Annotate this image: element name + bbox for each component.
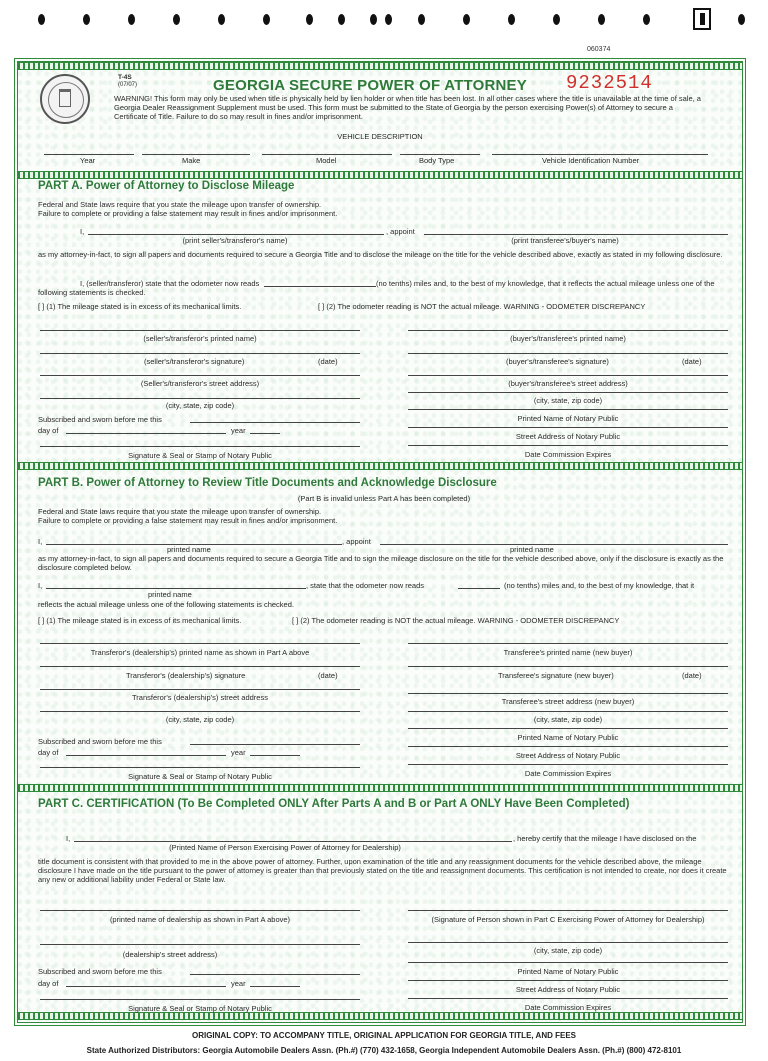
part-c-day-of: day of xyxy=(38,979,59,988)
part-c-notary-addr-field[interactable] xyxy=(408,980,728,981)
punch-hole xyxy=(263,14,270,25)
security-band xyxy=(18,784,742,792)
part-b-transferee-city-field[interactable] xyxy=(408,711,728,712)
part-b-transferor-city-field[interactable] xyxy=(40,711,360,712)
part-c-dealer-name-caption: (printed name of dealership as shown in Part A above) xyxy=(109,915,291,924)
seller-name-field[interactable] xyxy=(88,234,384,235)
part-c-commission-caption: Date Commission Expires xyxy=(524,1003,612,1012)
part-b-year-field[interactable] xyxy=(250,755,300,756)
buyer-date-caption: (date) xyxy=(682,357,702,366)
part-c-year-label: year xyxy=(231,979,246,988)
buyer-printed-name-field[interactable] xyxy=(408,330,728,331)
part-b-printed-name-field[interactable] xyxy=(46,588,306,589)
warning-text: WARNING! This form may only be used when title is physically held by lien holder or when title has been lost. In all other cases where the title is unavailable at the time of sale, a Georgia Dealer Reassignment Supplement must be used. This form must be submitted to the State of Georgia by the person exercising Power(s) of Attorney to secure a Certificate of Title. Failure to do so may result in fines and/or imprisonment. xyxy=(114,94,701,121)
part-b-transferor-city-caption: (city, state, zip code) xyxy=(165,715,235,724)
part-b-notary-addr-caption: Street Address of Notary Public xyxy=(515,751,621,760)
form-date: (07/07) xyxy=(118,82,138,88)
part-b-intro-1: Federal and State laws require that you state the mileage upon transfer of ownership. xyxy=(38,507,322,516)
footer-original-copy: ORIGINAL COPY: TO ACCOMPANY TITLE, ORIGINAL APPLICATION FOR GEORGIA TITLE, AND FEES xyxy=(191,1031,576,1040)
punch-hole xyxy=(643,14,650,25)
part-b-notary-signature-caption: Signature & Seal or Stamp of Notary Public xyxy=(128,772,272,781)
punch-hole xyxy=(306,14,313,25)
part-b-transferee-address-caption: Transferee's street address (new buyer) xyxy=(501,697,635,706)
year-label: Year xyxy=(80,156,96,165)
part-c-notary-name-caption: Printed Name of Notary Public xyxy=(517,967,619,976)
part-b-intro-2: Failure to complete or providing a false statement may result in fines and/or imprisonment. xyxy=(38,516,338,525)
buyer-signature-caption: (buyer's/transferee's signature) xyxy=(506,357,609,366)
part-a-year-field[interactable] xyxy=(250,433,280,434)
vin-label: Vehicle Identification Number xyxy=(542,156,640,165)
part-a-notary-addr-field[interactable] xyxy=(408,427,728,428)
seller-signature-caption: (seller's/transferor's signature) xyxy=(144,357,245,366)
part-b-transferee-city-caption: (city, state, zip code) xyxy=(533,715,603,724)
body-type-field[interactable] xyxy=(400,154,480,155)
punch-hole xyxy=(508,14,515,25)
part-a-notary-signature-caption: Signature & Seal or Stamp of Notary Public xyxy=(128,451,272,460)
security-band xyxy=(18,1012,742,1020)
part-a-commission-caption: Date Commission Expires xyxy=(524,450,612,459)
part-b-transferor-printed-caption: Transferor's (dealership's) printed name as shown in Part A above xyxy=(90,648,310,657)
part-c-notary-signature-field[interactable] xyxy=(40,999,360,1000)
part-b-appoint-label: , appoint xyxy=(342,537,371,546)
page-title: GEORGIA SECURE POWER OF ATTORNEY xyxy=(213,77,527,94)
part-c-city-field[interactable] xyxy=(408,942,728,943)
part-b-option-2[interactable]: [ ] (2) The odometer reading is NOT the actual mileage. WARNING - ODOMETER DISCREPANCY xyxy=(292,616,620,625)
part-c-dealer-address-caption: (dealership's street address) xyxy=(122,950,218,959)
part-a-attorney-text: as my attorney-in-fact, to sign all papers and documents required to secure a Georgia Title and to disclose the mileage on the title for the vehicle described above, exactly as stated in my following disclosure. xyxy=(38,250,723,259)
part-c-dealer-name-field[interactable] xyxy=(40,910,360,911)
buyer-printed-name-caption: (buyer's/transferee's printed name) xyxy=(510,334,626,343)
security-band xyxy=(18,171,742,179)
part-a-year-label: year xyxy=(231,426,246,435)
part-b-transferor-signature-field[interactable] xyxy=(40,666,360,667)
seller-city-field[interactable] xyxy=(40,398,360,399)
part-a-appoint-label: , appoint xyxy=(386,227,415,236)
punch-hole xyxy=(738,14,745,25)
part-a-month-field[interactable] xyxy=(66,433,226,434)
seller-printed-name-field[interactable] xyxy=(40,330,360,331)
part-c-body: title document is consistent with that provided to me in the above power of attorney. Further, upon examination of the title and any reassignment documents for the vehicle described above, the mileage disclosure I have made on the title pursuant to the power of attorney is greater than that previously stated on the title and reassignment documents. This certification is not intended to create, nor does it create any new or additional liability under Federal or State law. xyxy=(38,857,727,884)
part-c-certify-text: , hereby certify that the mileage I have disclosed on the xyxy=(513,834,697,843)
part-b-printed-name-caption-2: printed name xyxy=(510,545,554,554)
part-b-transferee-printed-caption: Transferee's printed name (new buyer) xyxy=(503,648,633,657)
part-b-transferee-signature-field[interactable] xyxy=(408,666,728,667)
part-c-city-caption: (city, state, zip code) xyxy=(533,946,603,955)
seller-address-field[interactable] xyxy=(40,375,360,376)
part-a-odometer-lead: I, (seller/transferor) state that the odometer now reads xyxy=(80,279,260,288)
part-a-option-2[interactable]: [ ] (2) The odometer reading is NOT the actual mileage. WARNING - ODOMETER DISCREPANCY xyxy=(318,302,646,311)
part-a-notary-addr-caption: Street Address of Notary Public xyxy=(515,432,621,441)
georgia-state-seal-icon xyxy=(40,74,90,124)
perforation-strip xyxy=(0,10,768,30)
part-b-notary-name-caption: Printed Name of Notary Public xyxy=(517,733,619,742)
buyer-signature-field[interactable] xyxy=(408,353,728,354)
part-c-sworn-label: Subscribed and sworn before me this xyxy=(38,967,162,976)
seller-name-caption: (print seller's/transferor's name) xyxy=(182,236,288,245)
part-a-notary-name-field[interactable] xyxy=(408,409,728,410)
model-field[interactable] xyxy=(262,154,392,155)
part-b-month-field[interactable] xyxy=(66,755,226,756)
registration-mark-icon xyxy=(693,8,711,30)
part-b-i-label: I, xyxy=(38,537,43,546)
form-number: 060374 xyxy=(587,46,611,53)
buyer-address-caption: (buyer's/transferee's street address) xyxy=(508,379,628,388)
security-band xyxy=(18,62,742,70)
part-a-sworn-day-field[interactable] xyxy=(190,422,360,423)
buyer-city-field[interactable] xyxy=(408,392,728,393)
part-c-name-field[interactable] xyxy=(74,841,512,842)
part-b-commission-field[interactable] xyxy=(408,764,728,765)
model-label: Model xyxy=(316,156,337,165)
part-b-notary-addr-field[interactable] xyxy=(408,746,728,747)
punch-hole xyxy=(385,14,392,25)
part-c-title: PART C. CERTIFICATION (To Be Completed ONLY After Parts A and B or Part A ONLY Have Been Completed) xyxy=(38,798,630,810)
part-b-odometer-field[interactable] xyxy=(458,588,500,589)
part-a-sworn-label: Subscribed and sworn before me this xyxy=(38,415,162,424)
part-b-year-label: year xyxy=(231,748,246,757)
part-b-transferee-address-field[interactable] xyxy=(408,693,728,694)
security-band xyxy=(18,462,742,470)
part-b-attorney-text: as my attorney-in-fact, to sign all papers and documents required to secure a Georgia Title and to sign the mileage disclosure on the title for the vehicle described above, only if the disclosure is exactly as the disclosure completed below. xyxy=(38,554,724,572)
part-c-dealer-address-field[interactable] xyxy=(40,944,360,945)
part-b-transferee-date-caption: (date) xyxy=(682,671,702,680)
part-b-transferee-printed-field[interactable] xyxy=(408,643,728,644)
year-field[interactable] xyxy=(44,154,134,155)
make-label: Make xyxy=(182,156,201,165)
seller-date-caption: (date) xyxy=(318,357,338,366)
part-c-year-field[interactable] xyxy=(250,986,300,987)
part-c-i-label: I, xyxy=(66,834,71,843)
part-a-option-1[interactable]: [ ] (1) The mileage stated is in excess of its mechanical limits. xyxy=(38,302,242,311)
transferee-name-caption: (print transferee's/buyer's name) xyxy=(511,236,619,245)
part-b-option-1[interactable]: [ ] (1) The mileage stated is in excess of its mechanical limits. xyxy=(38,616,242,625)
part-b-transferor-printed-field[interactable] xyxy=(40,643,360,644)
punch-hole xyxy=(338,14,345,25)
part-a-notary-name-caption: Printed Name of Notary Public xyxy=(517,414,619,423)
body-type-label: Body Type xyxy=(419,156,455,165)
punch-hole xyxy=(598,14,605,25)
part-b-i-label-2: I, xyxy=(38,581,43,590)
part-c-commission-field[interactable] xyxy=(408,998,728,999)
vin-field[interactable] xyxy=(492,154,708,155)
part-c-notary-name-field[interactable] xyxy=(408,962,728,963)
part-b-sworn-label: Subscribed and sworn before me this xyxy=(38,737,162,746)
seller-address-caption: (Seller's/transferor's street address) xyxy=(140,379,260,388)
part-b-commission-caption: Date Commission Expires xyxy=(524,769,612,778)
part-b-notary-signature-field[interactable] xyxy=(40,767,360,768)
part-c-notary-signature-caption: Signature & Seal or Stamp of Notary Public xyxy=(128,1004,272,1013)
buyer-address-field[interactable] xyxy=(408,375,728,376)
part-b-sworn-day-field[interactable] xyxy=(190,744,360,745)
punch-hole xyxy=(173,14,180,25)
part-b-title: PART B. Power of Attorney to Review Title Documents and Acknowledge Disclosure xyxy=(38,477,497,489)
part-b-odometer-rest: (no tenths) miles and, to the best of my knowledge, that it xyxy=(504,581,695,590)
part-b-transferor-address-caption: Transferor's (dealership's) street address xyxy=(132,693,268,702)
part-a-i-label: I, xyxy=(80,227,85,236)
part-b-transferee-name-field[interactable] xyxy=(380,544,728,545)
part-c-sworn-day-field[interactable] xyxy=(190,974,360,975)
make-field[interactable] xyxy=(142,154,250,155)
vehicle-description-label: VEHICLE DESCRIPTION xyxy=(337,132,423,141)
seller-signature-field[interactable] xyxy=(40,353,360,354)
punch-hole xyxy=(83,14,90,25)
part-b-transferor-date-caption: (date) xyxy=(318,671,338,680)
part-c-name-caption: (Printed Name of Person Exercising Power of Attorney for Dealership) xyxy=(169,843,401,852)
part-b-transferee-signature-caption: Transferee's signature (new buyer) xyxy=(498,671,614,680)
part-b-transferor-signature-caption: Transferor's (dealership's) signature xyxy=(126,671,246,680)
punch-hole xyxy=(418,14,425,25)
footer-distributors: State Authorized Distributors: Georgia Automobile Dealers Assn. (Ph.#) (770) 432-1658, Georgia Independent Automobile Dealers Assn. (Ph.#) (800) 472-8101 xyxy=(86,1046,682,1055)
part-a-notary-signature-field[interactable] xyxy=(40,446,360,447)
seller-city-caption: (city, state, zip code) xyxy=(165,401,235,410)
part-c-signature-caption: (Signature of Person shown in Part C Exercising Power of Attorney for Dealership) xyxy=(431,915,705,924)
part-b-printed-name-caption: printed name xyxy=(167,545,211,554)
part-a-title: PART A. Power of Attorney to Disclose Mileage xyxy=(38,180,295,192)
part-b-odometer-tail: reflects the actual mileage unless one of the following statements is checked. xyxy=(38,600,294,609)
punch-hole xyxy=(218,14,225,25)
serial-number: 9232514 xyxy=(566,72,653,94)
part-c-month-field[interactable] xyxy=(66,986,226,987)
seller-printed-name-caption: (seller's/transferor's printed name) xyxy=(143,334,257,343)
punch-hole xyxy=(38,14,45,25)
form-code: T-4S xyxy=(118,74,132,81)
part-b-day-of: day of xyxy=(38,748,59,757)
part-a-odometer-rest: (no tenths) miles and, to the best of my knowledge, that it reflects the actual mileage unless one of the following statements is checked. xyxy=(38,279,715,297)
part-a-day-of: day of xyxy=(38,426,59,435)
punch-hole xyxy=(553,14,560,25)
transferee-name-field[interactable] xyxy=(424,234,728,235)
part-c-signature-field[interactable] xyxy=(408,910,728,911)
punch-hole xyxy=(370,14,377,25)
part-b-odometer-lead: , state that the odometer now reads xyxy=(306,581,424,590)
part-c-notary-addr-caption: Street Address of Notary Public xyxy=(515,985,621,994)
part-b-printed-name-caption-3: printed name xyxy=(148,590,192,599)
part-a-intro-1: Federal and State laws require that you state the mileage upon transfer of ownership. xyxy=(38,200,322,209)
punch-hole xyxy=(128,14,135,25)
part-a-intro-2: Failure to complete or providing a false statement may result in fines and/or imprisonment. xyxy=(38,209,338,218)
punch-hole xyxy=(463,14,470,25)
buyer-city-caption: (city, state, zip code) xyxy=(533,396,603,405)
part-a-commission-field[interactable] xyxy=(408,445,728,446)
part-b-notary-name-field[interactable] xyxy=(408,728,728,729)
part-b-invalid-note: (Part B is invalid unless Part A has been completed) xyxy=(297,494,471,503)
part-b-transferor-address-field[interactable] xyxy=(40,689,360,690)
